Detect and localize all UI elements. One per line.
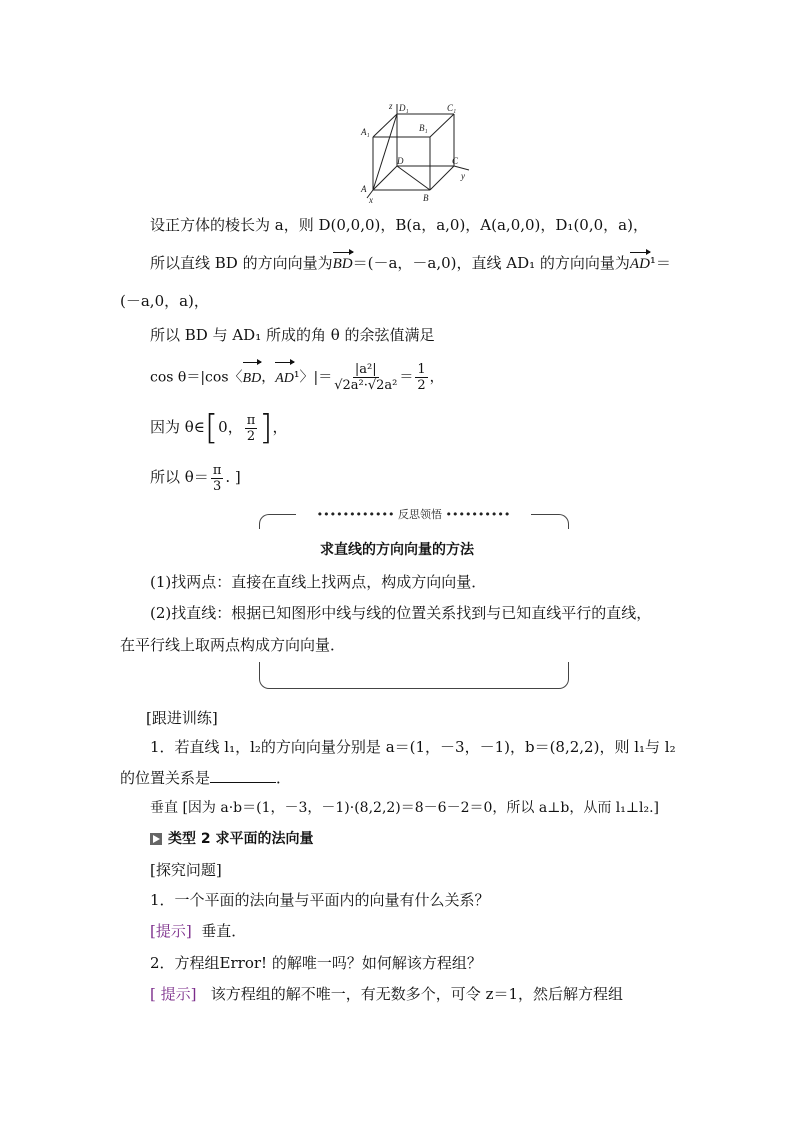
practice-question-1b xyxy=(120,768,291,788)
label-y: y xyxy=(461,171,465,181)
type2-heading xyxy=(150,829,314,849)
fraction xyxy=(415,362,427,393)
numerator: |a²| xyxy=(354,362,377,377)
text-seg: 因为 θ∈ xyxy=(150,418,205,436)
text-seg: ， xyxy=(261,369,276,386)
fraction xyxy=(245,413,258,444)
denominator: 2 xyxy=(246,428,256,444)
text-seg: ， xyxy=(272,418,288,436)
reflection-badge: •••••••••••• 反思领悟 •••••••••• xyxy=(296,508,531,522)
label-A: A xyxy=(361,184,367,194)
text-seg: ＝(－a，－a,0)，直线 AD₁ 的方向向量为 xyxy=(352,254,630,272)
text-seg: 所以 θ＝ xyxy=(150,468,209,486)
label-B1: B₁ xyxy=(419,123,428,133)
vector-ad1: AD xyxy=(275,364,294,394)
label-A1: A₁ xyxy=(361,127,370,137)
hint-label: [ 提示] xyxy=(150,985,197,1003)
type2-label: 类型 2 求平面的法向量 xyxy=(168,831,314,847)
numerator: 1 xyxy=(417,362,426,377)
hint-label: [提示] xyxy=(150,922,192,940)
right-bracket: ] xyxy=(259,408,273,448)
label-B: B xyxy=(423,193,429,203)
fraction xyxy=(211,463,224,494)
solution-line-3: (－a,0，a)， xyxy=(120,292,209,310)
explore-question-2: 2．方程组Error! 的解唯一吗？如何解该方程组？ xyxy=(150,954,482,972)
text-seg: 0， xyxy=(218,418,243,436)
text-seg: ¹〉|＝ xyxy=(293,369,333,386)
solution-line-4: 所以 BD 与 AD₁ 所成的角 θ 的余弦值满足 xyxy=(150,326,435,344)
practice-answer: 垂直 [因为 a·b＝(1，－3，－1)·(8,2,2)＝8－6－2＝0，所以 a⊥b，从而 l₁⊥l₂.] xyxy=(150,800,660,816)
label-D1: D₁ xyxy=(399,103,409,113)
text-seg: 所以直线 BD 的方向向量为 xyxy=(150,254,333,272)
vector-ad1: AD xyxy=(629,256,650,272)
label-C1: C₁ xyxy=(447,103,457,113)
label-x: x xyxy=(369,195,373,205)
numerator: π xyxy=(212,462,222,478)
label-z: z xyxy=(389,101,393,111)
play-triangle-icon xyxy=(150,833,162,845)
answer-blank xyxy=(210,768,276,783)
range-line xyxy=(150,408,288,448)
numerator: π xyxy=(246,412,256,428)
vector-bd: BD xyxy=(243,364,262,394)
hint-text: 垂直． xyxy=(201,922,247,940)
label-C: C xyxy=(452,156,459,166)
reflection-point-1: (1)找两点：直接在直线上找两点，构成方向向量． xyxy=(150,573,487,591)
solution-line-2 xyxy=(150,253,671,274)
text-seg: ． xyxy=(276,769,292,787)
text-seg: . ] xyxy=(225,468,241,486)
reflection-point-2a: (2)找直线：根据已知图形中线与线的位置关系找到与已知直线平行的直线， xyxy=(150,604,652,622)
denominator: 3 xyxy=(212,478,222,494)
text-seg: ， xyxy=(429,369,444,386)
explore-question-1: 1．一个平面的法向量与平面内的向量有什么关系？ xyxy=(150,891,490,909)
cos-formula xyxy=(150,362,444,394)
hint-text: 该方程组的解不唯一，有无数多个，可令 z＝1，然后解方程组 xyxy=(210,985,624,1003)
text-seg: ¹＝ xyxy=(649,254,671,272)
text-seg: ＝ xyxy=(399,369,414,386)
practice-question-1a: 1．若直线 l₁，l₂的方向向量分别是 a＝(1，－3，－1)，b＝(8,2,2)，则 l₁与 l₂ xyxy=(150,738,676,756)
denominator: √2a²·√2a² xyxy=(334,378,398,393)
reflection-point-2b: 在平行线上取两点构成方向向量． xyxy=(120,636,346,654)
left-bracket: [ xyxy=(204,408,219,448)
reflection-title: 求直线的方向向量的方法 xyxy=(320,542,474,558)
vector-bd: BD xyxy=(332,256,353,272)
label-D: D xyxy=(397,156,404,166)
hint-2 xyxy=(150,984,623,1004)
text-seg: 的位置关系是 xyxy=(120,769,211,787)
reflection-box-bottom xyxy=(259,662,569,689)
fraction xyxy=(334,362,397,393)
denominator: 2 xyxy=(417,378,426,393)
solution-line-1: 设正方体的棱长为 a，则 D(0,0,0)，B(a，a,0)，A(a,0,0)，D₁(0,0，a)， xyxy=(150,216,648,234)
practice-heading: [跟进训练] xyxy=(146,709,218,727)
cube-figure xyxy=(355,100,475,206)
explore-heading: [探究问题] xyxy=(150,861,222,879)
hint-1 xyxy=(150,921,246,941)
conclusion-line xyxy=(150,460,241,494)
text-seg: cos θ＝|cos〈 xyxy=(150,369,243,386)
